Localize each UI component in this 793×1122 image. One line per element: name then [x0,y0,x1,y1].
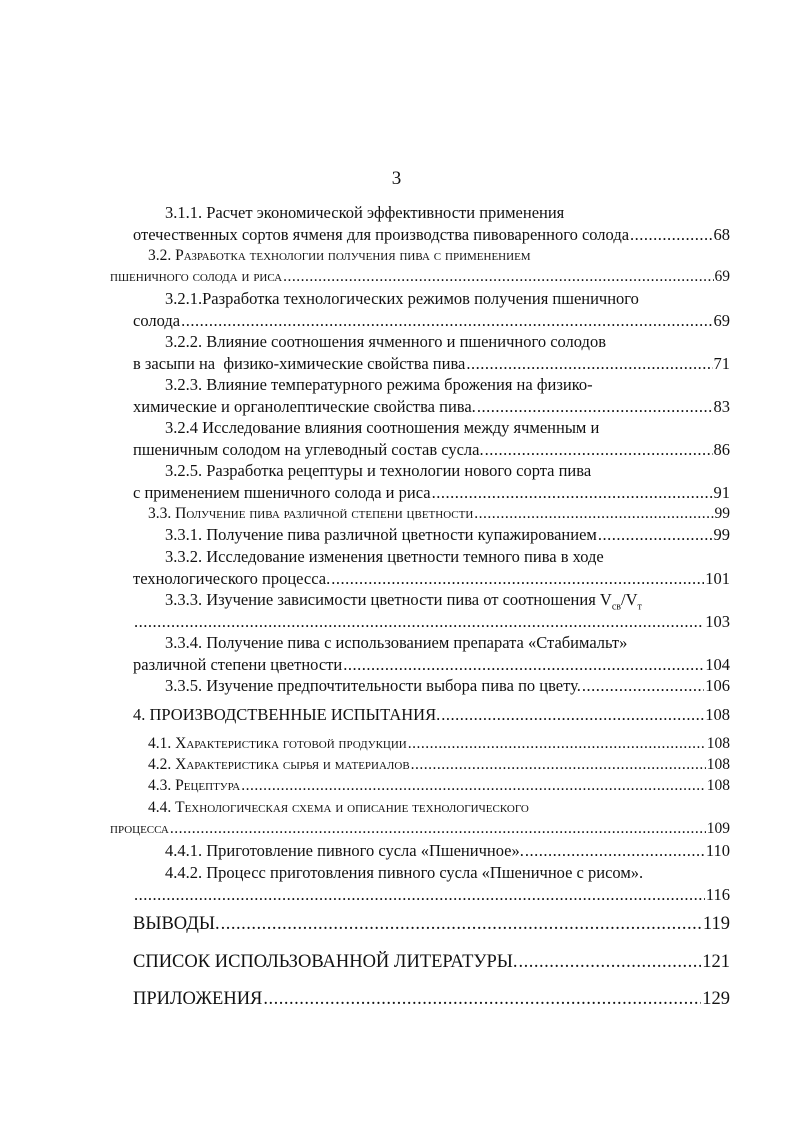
toc-entry-4-3[interactable] [148,775,730,797]
toc-page-number: 109 [706,820,730,837]
toc-page-number: 106 [705,676,730,695]
toc-page-number: 83 [713,397,730,416]
toc-entry-4-4[interactable] [110,818,730,840]
toc-entry-4-4-1[interactable] [165,840,730,862]
toc-page-number: 129 [702,989,730,1009]
toc-entry-4-2[interactable] [148,754,730,776]
toc-entry-title: СПИСОК ИСПОЛЬЗОВАННОЙ ЛИТЕРАТУРЫ. [133,952,518,972]
toc-entry-title: 4. ПРОИЗВОДСТВЕННЫЕ ИСПЫТАНИЯ. [133,705,441,724]
toc-page-number: 108 [705,705,730,724]
toc-entry-3-3-4-line1: 3.3.4. Получение пива с использованием препарата «Стабимальт» [165,633,628,652]
dot-leader [170,818,706,840]
toc-page-number: 69 [714,268,730,285]
toc-entry-4-1[interactable] [148,733,730,755]
toc-entry-title: различной степени цветности [133,655,343,674]
toc-entry-title: 4.4.1. Приготовление пивного сусла «Пшеничное». [165,841,524,860]
toc-entry-3-2[interactable] [110,266,730,288]
toc-entry-title: пшеничного солода и риса [110,268,283,285]
toc-entry-title: ПРИЛОЖЕНИЯ [133,989,263,1009]
dot-leader [630,224,712,246]
toc-entry-4-4-line1: 4.4. Технологическая схема и описание технологического [148,799,529,816]
toc-page-number: 99 [713,525,730,544]
toc-page-number: 69 [713,311,730,330]
toc-page-number: 99 [714,505,730,522]
toc-entry-title: 4.3. Рецептура [148,777,241,794]
dot-leader [477,396,713,418]
dot-leader [134,611,704,633]
toc-page-number: 91 [713,483,730,502]
toc-entry-title: с применением пшеничного солода и риса [133,483,431,502]
toc-entry-title: технологического процесса. [133,569,331,588]
toc-page-number: 101 [705,569,730,588]
toc-entry-title: отечественных сортов ячменя для производства пивоваренного солода [133,225,630,244]
toc-entry-3-2-3[interactable] [133,396,730,418]
dot-leader [466,353,712,375]
toc-entry-3-3-4[interactable] [133,654,730,676]
toc-page-number: 108 [706,777,730,794]
dot-leader [134,884,705,906]
toc-entry-3-2-line1: 3.2. Разработка технологии получения пива с применением [148,247,531,264]
toc-entry-3-2-1-line1: 3.2.1.Разработка технологических режимов получения пшеничного [165,289,639,308]
toc-entry-title: пшеничным солодом на углеводный состав сусла. [133,440,484,459]
toc-entry-3-3[interactable] [148,503,730,525]
toc-entry-title: солода [133,311,181,330]
toc-entry-title: 4.2. Характеристика сырья и материалов [148,756,410,773]
toc-entry-title: 4.1. Характеристика готовой продукции [148,735,407,752]
toc-entry-3-3-2-line1: 3.3.2. Исследование изменения цветности темного пива в ходе [165,547,604,566]
dot-leader [221,913,702,935]
toc-page-number: 110 [705,841,730,860]
toc-entry-3-3-5[interactable] [165,675,730,697]
toc-entry-3-2-5-line1: 3.2.5. Разработка рецептуры и технологии нового сорта пива [165,461,592,480]
toc-entry-3-1-1[interactable] [133,224,730,246]
toc-entry-title: 3.3.5. Изучение предпочтительности выбора пива по цвету. [165,676,581,695]
toc-page-number: 103 [705,612,730,631]
toc-page-number: 108 [706,735,730,752]
toc-entry-3-3-3-line1: 3.3.3. Изучение зависимости цветности пива от соотношения $V_{св}/V_т$ [165,590,642,611]
toc-entry-3-3-2[interactable] [133,568,730,590]
toc-entry-4-4-2[interactable] [133,884,730,906]
toc-page-number: 116 [705,885,730,904]
toc-entry-3-1-1-line1: 3.1.1. Расчет экономической эффективности применения [165,203,565,222]
dot-leader [181,310,712,332]
toc-entry-appendices[interactable] [133,988,730,1010]
dot-leader [485,439,713,461]
dot-leader [343,654,704,676]
toc-page-number: 108 [706,756,730,773]
toc-entry-title: процесса [110,820,169,837]
dot-leader [441,704,704,726]
toc-page-number: 121 [702,952,730,972]
toc-entry-3-2-2[interactable] [133,353,730,375]
toc-entry-title: 3.3.1. Получение пива различной цветности купажированием [165,525,597,544]
dot-leader [432,482,713,504]
dot-leader [283,266,713,288]
dot-leader [331,568,704,590]
toc-entry-title: 3.3. Получение пива различной степени цветности [148,505,474,522]
dot-leader [525,840,705,862]
toc-page-number: 104 [705,655,730,674]
toc-entry-3-2-1[interactable] [133,310,730,332]
page-number: 3 [391,168,402,189]
dot-leader [263,988,701,1010]
toc-entry-3-2-4-line1: 3.2.4 Исследование влияния соотношения между ячменным и [165,418,600,437]
dot-leader [582,675,704,697]
toc-page-number: 71 [713,354,730,373]
dot-leader [598,524,713,546]
toc-entry-title: химические и органолептические свойства пива. [133,397,476,416]
toc-entry-4[interactable] [133,704,730,726]
toc-page-number: 86 [713,440,730,459]
toc-entry-title: ВЫВОДЫ. [133,914,220,934]
toc-entry-3-2-5[interactable] [133,482,730,504]
toc-page-number: 119 [702,914,730,934]
toc-entry-title: в засыпи на физико-химические свойства пива [133,354,466,373]
toc-entry-3-3-3[interactable] [133,611,730,633]
toc-entry-3-2-3-line1: 3.2.3. Влияние температурного режима брожения на физико- [165,375,593,394]
dot-leader [519,951,702,973]
toc-entry-3-2-2-line1: 3.2.2. Влияние соотношения ячменного и пшеничного солодов [165,332,606,351]
dot-leader [408,733,706,755]
toc-entry-3-2-4[interactable] [133,439,730,461]
dot-leader [474,503,713,525]
toc-page-number: 68 [713,225,730,244]
dot-leader [411,754,706,776]
dot-leader [241,775,706,797]
toc-entry-3-3-1[interactable] [165,524,730,546]
toc-entry-4-4-2-line1: 4.4.2. Процесс приготовления пивного сусла «Пшеничное с рисом». [165,863,644,882]
toc-entry-conclusions[interactable] [133,913,730,935]
toc-entry-references[interactable] [133,951,730,973]
